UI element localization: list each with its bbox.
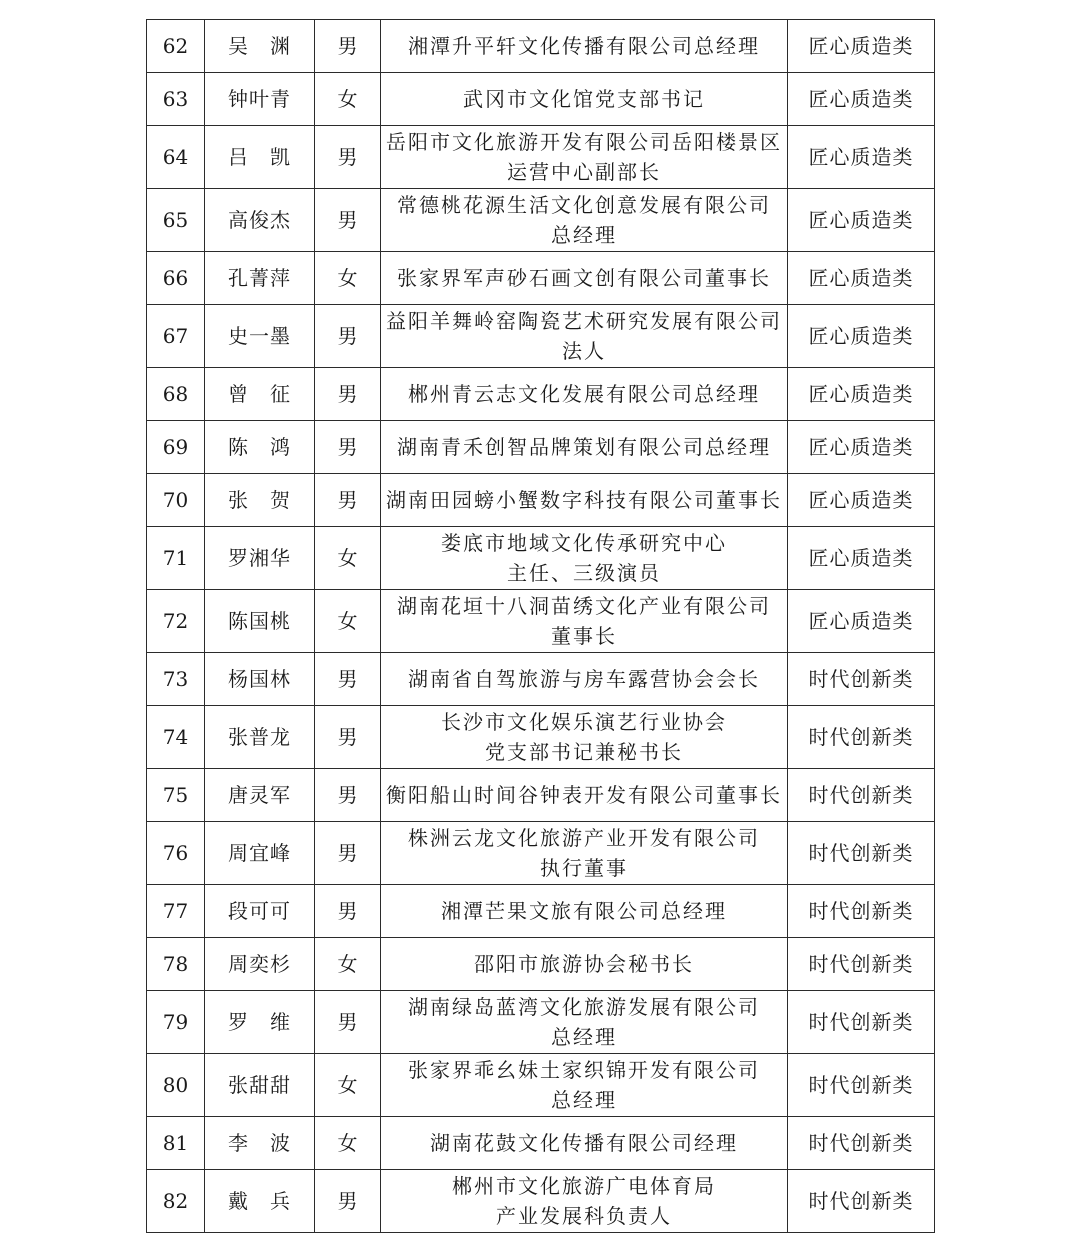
- award-category: 时代创新类: [788, 938, 935, 991]
- person-name: 张普龙: [205, 706, 315, 769]
- position-title: [381, 1054, 788, 1117]
- position-line: 衡阳船山时间谷钟表开发有限公司董事长: [386, 783, 782, 807]
- position-line: 党支部书记兼秘书长: [485, 740, 683, 764]
- person-name: 周奕杉: [205, 938, 315, 991]
- gender: 男: [315, 653, 381, 706]
- row-number: 71: [147, 527, 205, 590]
- person-name: 钟叶青: [205, 73, 315, 126]
- row-number: 70: [147, 474, 205, 527]
- gender: 女: [315, 590, 381, 653]
- position-title: [381, 305, 788, 368]
- table-row: [147, 938, 935, 991]
- gender: 男: [315, 1170, 381, 1233]
- position-title: [381, 368, 788, 421]
- position-line: 常德桃花源生活文化创意发展有限公司: [397, 193, 771, 217]
- person-name: 周宜峰: [205, 822, 315, 885]
- position-line: 湖南青禾创智品牌策划有限公司总经理: [397, 435, 771, 459]
- gender: 女: [315, 73, 381, 126]
- person-name: 杨国林: [205, 653, 315, 706]
- table-row: [147, 706, 935, 769]
- gender: 男: [315, 421, 381, 474]
- position-line: 娄底市地域文化传承研究中心: [441, 531, 727, 555]
- table-row: [147, 653, 935, 706]
- position-line: 武冈市文化馆党支部书记: [463, 87, 705, 111]
- position-title: [381, 822, 788, 885]
- award-category: 时代创新类: [788, 1054, 935, 1117]
- award-category: 时代创新类: [788, 1117, 935, 1170]
- position-title: [381, 189, 788, 252]
- row-number: 73: [147, 653, 205, 706]
- row-number: 64: [147, 126, 205, 189]
- person-name: 陈 鸿: [205, 421, 315, 474]
- person-name: 罗湘华: [205, 527, 315, 590]
- position-line: 湘潭芒果文旅有限公司总经理: [441, 899, 727, 923]
- gender: 男: [315, 991, 381, 1054]
- position-title: [381, 706, 788, 769]
- position-line: 益阳羊舞岭窑陶瓷艺术研究发展有限公司: [386, 309, 782, 333]
- award-category: 匠心质造类: [788, 474, 935, 527]
- position-line: 张家界军声砂石画文创有限公司董事长: [397, 266, 771, 290]
- position-title: [381, 1170, 788, 1233]
- position-title: [381, 252, 788, 305]
- position-title: [381, 938, 788, 991]
- position-title: [381, 769, 788, 822]
- gender: 男: [315, 305, 381, 368]
- position-title: [381, 73, 788, 126]
- table-row: [147, 20, 935, 73]
- row-number: 65: [147, 189, 205, 252]
- row-number: 74: [147, 706, 205, 769]
- award-category: 匠心质造类: [788, 20, 935, 73]
- position-line: 湖南花鼓文化传播有限公司经理: [430, 1131, 738, 1155]
- position-line: 主任、三级演员: [507, 561, 661, 585]
- person-name: 吕 凯: [205, 126, 315, 189]
- person-name: 孔菁萍: [205, 252, 315, 305]
- row-number: 68: [147, 368, 205, 421]
- table-row: [147, 474, 935, 527]
- gender: 女: [315, 527, 381, 590]
- person-name: 史一墨: [205, 305, 315, 368]
- gender: 男: [315, 706, 381, 769]
- row-number: 67: [147, 305, 205, 368]
- person-name: 李 波: [205, 1117, 315, 1170]
- position-title: [381, 653, 788, 706]
- position-line: 董事长: [551, 624, 617, 648]
- table-row: [147, 991, 935, 1054]
- position-line: 郴州市文化旅游广电体育局: [452, 1174, 716, 1198]
- position-title: [381, 20, 788, 73]
- person-name: 吴 渊: [205, 20, 315, 73]
- position-line: 产业发展科负责人: [496, 1204, 672, 1228]
- person-name: 陈国桃: [205, 590, 315, 653]
- position-line: 湖南省自驾旅游与房车露营协会会长: [408, 667, 760, 691]
- gender: 男: [315, 368, 381, 421]
- position-line: 法人: [562, 339, 606, 363]
- row-number: 80: [147, 1054, 205, 1117]
- table-row: [147, 1170, 935, 1233]
- position-line: 总经理: [551, 1025, 617, 1049]
- table-row: [147, 252, 935, 305]
- gender: 男: [315, 885, 381, 938]
- gender: 男: [315, 474, 381, 527]
- gender: 男: [315, 769, 381, 822]
- award-category: 匠心质造类: [788, 305, 935, 368]
- award-category: 时代创新类: [788, 653, 935, 706]
- gender: 女: [315, 1054, 381, 1117]
- award-category: 时代创新类: [788, 885, 935, 938]
- award-category: 匠心质造类: [788, 189, 935, 252]
- position-title: [381, 1117, 788, 1170]
- position-title: [381, 991, 788, 1054]
- row-number: 62: [147, 20, 205, 73]
- row-number: 82: [147, 1170, 205, 1233]
- row-number: 79: [147, 991, 205, 1054]
- position-line: 湖南花垣十八洞苗绣文化产业有限公司: [397, 594, 771, 618]
- row-number: 78: [147, 938, 205, 991]
- row-number: 63: [147, 73, 205, 126]
- position-title: [381, 126, 788, 189]
- position-title: [381, 474, 788, 527]
- award-category: 匠心质造类: [788, 590, 935, 653]
- row-number: 76: [147, 822, 205, 885]
- position-line: 郴州青云志文化发展有限公司总经理: [408, 382, 760, 406]
- table-row: [147, 1117, 935, 1170]
- gender: 女: [315, 938, 381, 991]
- row-number: 77: [147, 885, 205, 938]
- award-category: 匠心质造类: [788, 126, 935, 189]
- position-line: 长沙市文化娱乐演艺行业协会: [441, 710, 727, 734]
- table-row: [147, 305, 935, 368]
- gender: 男: [315, 126, 381, 189]
- table-row: [147, 421, 935, 474]
- position-line: 运营中心副部长: [507, 160, 661, 184]
- position-title: [381, 885, 788, 938]
- honoree-table-body: [147, 20, 935, 1233]
- position-line: 总经理: [551, 223, 617, 247]
- honoree-table: [146, 19, 935, 1233]
- award-category: 时代创新类: [788, 822, 935, 885]
- row-number: 81: [147, 1117, 205, 1170]
- row-number: 75: [147, 769, 205, 822]
- award-category: 匠心质造类: [788, 421, 935, 474]
- award-category: 时代创新类: [788, 769, 935, 822]
- table-row: [147, 822, 935, 885]
- table-row: [147, 126, 935, 189]
- table-row: [147, 885, 935, 938]
- table-row: [147, 590, 935, 653]
- position-line: 湘潭升平轩文化传播有限公司总经理: [408, 34, 760, 58]
- award-category: 匠心质造类: [788, 527, 935, 590]
- table-row: [147, 1054, 935, 1117]
- position-line: 总经理: [551, 1088, 617, 1112]
- person-name: 罗 维: [205, 991, 315, 1054]
- table-row: [147, 527, 935, 590]
- award-category: 时代创新类: [788, 706, 935, 769]
- row-number: 72: [147, 590, 205, 653]
- award-category: 匠心质造类: [788, 73, 935, 126]
- position-line: 湖南绿岛蓝湾文化旅游发展有限公司: [408, 995, 760, 1019]
- position-line: 岳阳市文化旅游开发有限公司岳阳楼景区: [386, 130, 782, 154]
- position-line: 邵阳市旅游协会秘书长: [474, 952, 694, 976]
- position-line: 湖南田园螃小蟹数字科技有限公司董事长: [386, 488, 782, 512]
- person-name: 曾 征: [205, 368, 315, 421]
- position-line: 张家界乖幺妹土家织锦开发有限公司: [408, 1058, 760, 1082]
- position-title: [381, 527, 788, 590]
- position-title: [381, 421, 788, 474]
- person-name: 唐灵军: [205, 769, 315, 822]
- award-category: 时代创新类: [788, 991, 935, 1054]
- gender: 女: [315, 1117, 381, 1170]
- gender: 男: [315, 189, 381, 252]
- table-row: [147, 368, 935, 421]
- gender: 男: [315, 20, 381, 73]
- position-line: 执行董事: [540, 856, 628, 880]
- award-category: 匠心质造类: [788, 368, 935, 421]
- table-row: [147, 189, 935, 252]
- gender: 男: [315, 822, 381, 885]
- row-number: 69: [147, 421, 205, 474]
- position-title: [381, 590, 788, 653]
- table-row: [147, 73, 935, 126]
- gender: 女: [315, 252, 381, 305]
- award-category: 时代创新类: [788, 1170, 935, 1233]
- position-line: 株洲云龙文化旅游产业开发有限公司: [408, 826, 760, 850]
- person-name: 张甜甜: [205, 1054, 315, 1117]
- person-name: 戴 兵: [205, 1170, 315, 1233]
- person-name: 张 贺: [205, 474, 315, 527]
- award-category: 匠心质造类: [788, 252, 935, 305]
- table-row: [147, 769, 935, 822]
- person-name: 高俊杰: [205, 189, 315, 252]
- person-name: 段可可: [205, 885, 315, 938]
- row-number: 66: [147, 252, 205, 305]
